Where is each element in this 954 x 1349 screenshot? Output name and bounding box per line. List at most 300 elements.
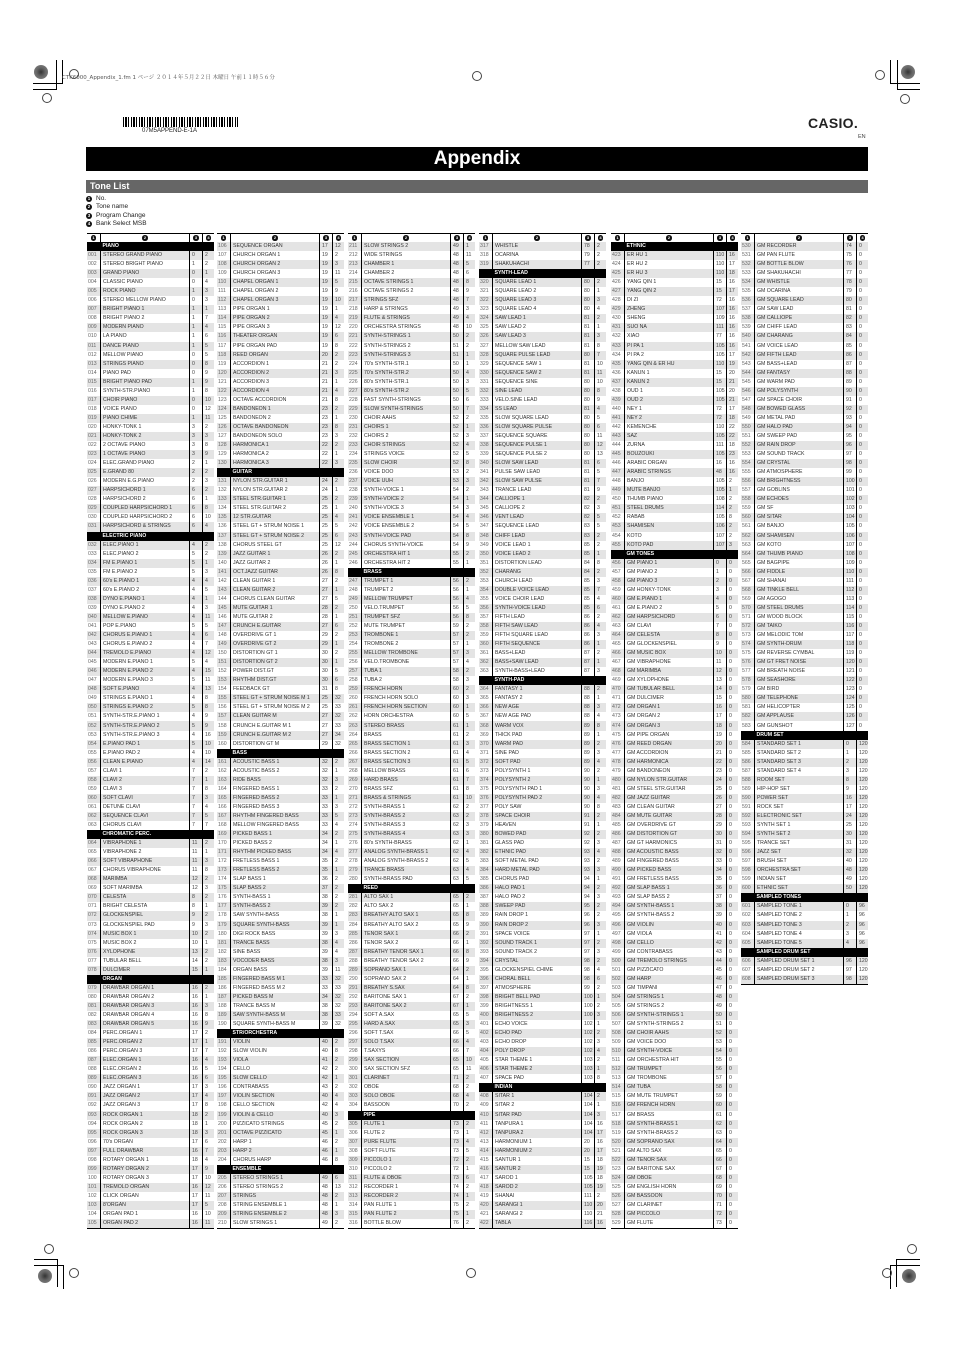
program-change: 116: [582, 1219, 595, 1229]
tone-number: 303: [348, 1092, 362, 1101]
tone-number: 380: [479, 830, 493, 839]
program-change: 28: [320, 613, 333, 622]
table-row: [479, 1002, 606, 1011]
bank-select-msb: 4: [203, 577, 215, 586]
category-label: BASS: [231, 749, 345, 758]
bank-select-msb: 5: [333, 667, 345, 676]
program-change: 16: [190, 1210, 203, 1219]
bank-select-msb: 0: [727, 857, 739, 866]
bank-select-msb: 5: [203, 622, 215, 631]
tone-number: 251: [348, 613, 362, 622]
bank-select-msb: 8: [203, 785, 215, 794]
bank-select-msb: 0: [727, 984, 739, 993]
table-row: [217, 1083, 344, 1092]
bank-select-msb: 1: [464, 586, 476, 595]
program-change: 40: [320, 1092, 333, 1101]
tone-name: DISTORTION GT M: [231, 740, 320, 749]
program-change: 98: [844, 459, 857, 468]
number-badge-icon: 2: [404, 235, 408, 240]
tone-number: 205: [217, 1174, 231, 1183]
program-change: 12: [714, 667, 727, 676]
tone-number: 187: [217, 993, 231, 1002]
tone-name: GM PIANO 2: [625, 568, 714, 577]
table-row: [611, 1111, 738, 1120]
tone-number: 138: [218, 541, 227, 548]
bank-select-msb: 2: [595, 649, 607, 658]
tone-name: GM VIOLIN: [625, 921, 714, 930]
table-row: [479, 667, 606, 676]
crop-mark: [34, 1259, 57, 1260]
program-change: 21: [320, 360, 333, 369]
program-change: 98: [582, 975, 595, 984]
tone-name: JAZZ GUITAR 1: [231, 550, 320, 559]
bank-select-msb: 5: [464, 1147, 476, 1156]
table-row: [348, 1038, 475, 1047]
bank-select-msb: 0: [857, 513, 869, 522]
tone-name: SQUARE LEAD 4: [493, 305, 582, 314]
program-change: 90: [582, 767, 595, 776]
tone-number: 013: [87, 360, 101, 369]
tone-table: [348, 233, 475, 1229]
tone-number: 185: [217, 975, 231, 984]
bank-select-msb: 4: [595, 758, 607, 767]
column-header: [464, 234, 476, 243]
tone-number: 333: [480, 396, 489, 403]
bank-select-msb: 16: [727, 342, 739, 351]
bank-select-msb: 7: [464, 1047, 476, 1056]
table-row: [217, 794, 344, 803]
bank-select-msb: 3: [464, 676, 476, 685]
program-change: 17: [844, 803, 857, 812]
tone-name: FLUTE 2: [362, 1129, 451, 1138]
tone-name: GM SYNTH-BASS 1: [625, 902, 714, 911]
column-header: [203, 234, 215, 243]
registration-mark: [907, 1244, 917, 1254]
tone-name: SOPRANO SAX 1: [362, 966, 451, 975]
bank-select-msb: 3: [595, 785, 607, 794]
tone-number: 230: [349, 414, 358, 421]
table-row: [611, 658, 738, 667]
tone-number: 105: [87, 1219, 101, 1229]
tone-name: PULSE SAW LEAD: [493, 468, 582, 477]
program-change: 53: [451, 477, 464, 486]
bank-select-msb: 0: [727, 640, 739, 649]
program-change: 112: [844, 586, 857, 595]
table-row: [479, 911, 606, 920]
program-change: 90: [582, 776, 595, 785]
tone-name: VIOLIN SECTION: [231, 1092, 320, 1101]
tone-number: 016: [88, 387, 97, 394]
table-row: [479, 830, 606, 839]
program-change: 1: [844, 749, 857, 758]
tone-name: CLICK ORGAN: [101, 1192, 190, 1201]
program-change: 124: [844, 694, 857, 703]
bank-select-msb: 0: [857, 532, 869, 541]
table-row: [87, 260, 214, 269]
table-row: [611, 522, 738, 531]
tone-name: SYNTH-STRINGS 3: [362, 351, 451, 360]
tone-number: 405: [480, 1057, 489, 1064]
table-row: [479, 450, 606, 459]
language-code: EN: [858, 134, 866, 140]
table-row: [611, 296, 738, 305]
bank-select-msb: 4: [333, 1101, 345, 1110]
tone-name: ALTO SAX 2: [362, 902, 451, 911]
tone-name: SYNTH-BRASS PAD: [362, 875, 451, 884]
program-change: 25: [320, 694, 333, 703]
table-row: [217, 459, 344, 468]
tone-name: POLY SAW: [493, 803, 582, 812]
table-row: [348, 342, 475, 351]
program-change: 60: [451, 685, 464, 694]
bank-select-msb: 6: [203, 1138, 215, 1147]
tone-number: 358: [479, 622, 493, 631]
tone-number: 458: [611, 577, 625, 586]
number-badge-icon: 3: [586, 235, 590, 240]
tone-number: 475: [612, 731, 621, 738]
bank-select-msb: 0: [727, 966, 739, 975]
bank-select-msb: 3: [203, 1083, 215, 1092]
bank-select-msb: 22: [727, 423, 739, 432]
category-label: INDIAN: [493, 1083, 607, 1092]
tone-name: SYNTH-BRASS 1: [362, 803, 451, 812]
tone-number: 134: [218, 505, 227, 512]
tone-name: VOICE LEAD 2: [493, 550, 582, 559]
tone-name: PIANO PAD: [101, 369, 190, 378]
tone-number: 037: [88, 586, 97, 593]
program-change: 110: [714, 251, 727, 260]
bank-select-msb: 3: [464, 830, 476, 839]
tone-number: 315: [348, 1210, 362, 1219]
bank-select-msb: 3: [595, 948, 607, 957]
tone-number: 563: [742, 541, 751, 548]
program-change: 31: [320, 685, 333, 694]
tone-number: 476: [611, 740, 625, 749]
tone-number: 277: [348, 848, 362, 857]
tone-name: OUD 2: [625, 396, 714, 405]
program-change: 3: [190, 423, 203, 432]
bank-select-msb: 120: [857, 830, 869, 839]
tone-name: 70's SYNTH-STR.1: [362, 360, 451, 369]
bank-select-msb: 2: [464, 468, 476, 477]
tone-name: PICCOLO 1: [362, 1156, 451, 1165]
program-change: 88: [582, 703, 595, 712]
bank-select-msb: 5: [203, 351, 215, 360]
tone-name: PERC.ORGAN 2: [101, 1038, 190, 1047]
table-row: [611, 966, 738, 975]
tone-number: 092: [88, 1102, 97, 1109]
bank-select-msb: 10: [595, 378, 607, 387]
tone-name: CLEAN GUITAR M: [231, 712, 320, 721]
tone-name: CLAVI 2: [101, 776, 190, 785]
bank-select-msb: 0: [857, 667, 869, 676]
bank-select-msb: 0: [857, 378, 869, 387]
tone-number: 577: [742, 668, 751, 675]
program-change: 5: [190, 559, 203, 568]
tone-name: PIANO CHIME: [101, 414, 190, 423]
program-change: 35: [320, 866, 333, 875]
bank-select-msb: 17: [727, 351, 739, 360]
tone-number: 375: [480, 785, 489, 792]
program-change: 52: [451, 450, 464, 459]
tone-number: 256: [349, 659, 358, 666]
table-row: [741, 966, 868, 975]
tone-number: 404: [479, 1047, 493, 1056]
table-row: [611, 767, 738, 776]
bank-select-msb: 1: [333, 1074, 345, 1083]
tone-name: HORN ORCHESTRA: [362, 712, 451, 721]
tone-name: CHURCH LEAD: [493, 577, 582, 586]
tone-name: GM PICKED BASS: [625, 866, 714, 875]
program-change: 50: [451, 360, 464, 369]
table-row: [217, 685, 344, 694]
tone-number: 574: [741, 640, 755, 649]
table-row: [87, 658, 214, 667]
tone-name: YANG QIN 2: [625, 287, 714, 296]
tone-name: GM XYLOPHONE: [625, 676, 714, 685]
tone-number: 199: [217, 1111, 231, 1120]
bank-select-msb: 1: [464, 1165, 476, 1174]
program-change: 65: [451, 893, 464, 902]
program-change: 6: [190, 504, 203, 513]
table-row: [479, 839, 606, 848]
tone-number: 084: [88, 1030, 97, 1037]
tone-number: 171: [217, 848, 231, 857]
tone-name: THUMB PIANO: [625, 495, 714, 504]
tone-name: GM VOICE LEAD: [755, 342, 844, 351]
tone-name: ORGAN PAD 1: [101, 1210, 190, 1219]
tone-name: DYNO E.PIANO 2: [101, 604, 190, 613]
bank-select-msb: 4: [203, 522, 215, 531]
table-row: [741, 785, 868, 794]
table-row: [611, 993, 738, 1002]
bank-select-msb: 20: [727, 387, 739, 396]
program-change: 66: [451, 957, 464, 966]
tone-name: CRUNCH E.GUITAR: [231, 622, 320, 631]
tone-number: 241: [348, 513, 362, 522]
tone-number: 528: [611, 1210, 625, 1219]
tone-number: 581: [742, 704, 751, 711]
bank-select-msb: 0: [727, 1092, 739, 1101]
table-row: [87, 930, 214, 939]
tone-number: 471: [612, 695, 621, 702]
bank-select-msb: 2: [595, 541, 607, 550]
tone-name: SOFT A.SAX: [362, 1011, 451, 1020]
table-row: [87, 459, 214, 468]
tone-number: 444: [612, 442, 621, 449]
tone-name: CHAPEL ORGAN 3: [231, 296, 320, 305]
program-change: 85: [582, 541, 595, 550]
bank-select-msb: 6: [595, 975, 607, 984]
table-row: [348, 966, 475, 975]
tone-number: 299: [348, 1056, 362, 1065]
table-row: [217, 568, 344, 577]
table-row: [348, 305, 475, 314]
program-change: 114: [714, 504, 727, 513]
bank-select-msb: 5: [595, 513, 607, 522]
bank-select-msb: 9: [203, 1020, 215, 1029]
bank-select-msb: 3: [203, 1002, 215, 1011]
tone-number: 079: [87, 984, 101, 993]
tone-name: TRUMPET 2: [362, 586, 451, 595]
tone-number: 202: [218, 1138, 227, 1145]
tone-name: SOFT METAL PAD: [493, 857, 582, 866]
program-change: 1: [190, 323, 203, 332]
bank-select-msb: 2: [203, 893, 215, 902]
tone-name: FANTASY 2: [493, 694, 582, 703]
tone-number: 513: [612, 1075, 621, 1082]
tone-number: 219: [348, 314, 362, 323]
tone-number: 261: [348, 703, 362, 712]
table-row: [217, 242, 344, 251]
bank-select-msb: 14: [203, 758, 215, 767]
tone-name: POLYSYNTH 1: [493, 767, 582, 776]
program-change: 106: [844, 532, 857, 541]
program-change: 9: [190, 921, 203, 930]
program-change: 61: [714, 1111, 727, 1120]
program-change: 5: [190, 703, 203, 712]
table-row: [348, 749, 475, 758]
tone-number: 096: [88, 1138, 97, 1145]
bank-select-msb: 0: [857, 342, 869, 351]
tone-number: 097: [87, 1147, 101, 1156]
program-change: 80: [582, 296, 595, 305]
tone-number: 600: [741, 884, 755, 893]
table-row: [217, 522, 344, 531]
table-row: [217, 875, 344, 884]
tone-number: 229: [348, 405, 362, 414]
table-row: [741, 314, 868, 323]
table-row: [87, 821, 214, 830]
bank-select-msb: 0: [857, 613, 869, 622]
tone-name: SEQUENCE ORGAN: [231, 242, 320, 251]
tone-name: GM SEASHORE: [755, 676, 844, 685]
crop-mark: [890, 60, 891, 84]
table-row: [87, 1083, 214, 1092]
table-row: [87, 812, 214, 821]
bank-select-msb: 0: [857, 360, 869, 369]
bank-select-msb: 1: [333, 767, 345, 776]
tone-name: SAZ: [625, 432, 714, 441]
tone-number: 044: [87, 649, 101, 658]
bank-select-msb: 3: [595, 749, 607, 758]
bank-select-msb: 7: [203, 821, 215, 830]
bank-select-msb: 9: [203, 1165, 215, 1174]
bank-select-msb: 16: [203, 731, 215, 740]
table-row: [217, 667, 344, 676]
program-change: 39: [320, 948, 333, 957]
bank-select-msb: 3: [333, 1111, 345, 1120]
tone-number: 004: [88, 279, 97, 286]
bank-select-msb: 0: [857, 504, 869, 513]
table-row: [611, 360, 738, 369]
bank-select-msb: 13: [333, 1183, 345, 1192]
table-row: [741, 360, 868, 369]
tone-name: GM CELESTA: [625, 631, 714, 640]
tone-number: 063: [88, 822, 97, 829]
table-row: [741, 242, 868, 251]
table-row: [87, 1192, 214, 1201]
table-row: [479, 1156, 606, 1165]
table-row: [611, 1047, 738, 1056]
tone-number: 322: [479, 296, 493, 305]
bank-select-msb: 4: [464, 1038, 476, 1047]
table-row: [87, 866, 214, 875]
tone-number: 478: [611, 758, 625, 767]
program-change: 73: [451, 1138, 464, 1147]
tone-number: 290: [349, 975, 358, 982]
column-header: [582, 234, 595, 243]
table-row: [217, 414, 344, 423]
table-row: [348, 1120, 475, 1129]
program-change: 25: [714, 785, 727, 794]
bank-select-msb: 4: [203, 1156, 215, 1165]
tone-name: FULL DRAWBAR: [101, 1147, 190, 1156]
category-spacer: [217, 1165, 231, 1174]
bank-select-msb: 0: [727, 902, 739, 911]
program-change: 72: [714, 414, 727, 423]
program-change: 100: [582, 993, 595, 1002]
bank-select-msb: 1: [595, 776, 607, 785]
table-row: [479, 758, 606, 767]
bank-select-msb: 4: [464, 1138, 476, 1147]
tone-name: RABAB: [625, 513, 714, 522]
bank-select-msb: 2: [203, 486, 215, 495]
tone-name: GM SYNTH-BASS 2: [625, 911, 714, 920]
program-change: 93: [582, 857, 595, 866]
number-badge-icon: 1: [746, 235, 749, 240]
tone-number: 389: [480, 912, 489, 919]
tone-number: 474: [611, 721, 625, 730]
program-change: 67: [451, 1002, 464, 1011]
category-spacer: [87, 242, 101, 251]
program-change: 17: [714, 712, 727, 721]
program-change: 110: [582, 1210, 595, 1219]
bank-select-msb: 5: [464, 260, 476, 269]
tone-name: SAROD 1: [493, 1174, 582, 1183]
program-change: 69: [714, 1183, 727, 1192]
bank-select-msb: 11: [464, 1065, 476, 1074]
tone-name: GM BRIGHTNESS: [755, 477, 844, 486]
table-row: [217, 532, 344, 541]
table-row: [611, 839, 738, 848]
program-change: 17: [190, 1083, 203, 1092]
bank-select-msb: 3: [464, 477, 476, 486]
tone-number: 593: [742, 822, 751, 829]
tone-number: 354: [479, 586, 493, 595]
bank-select-msb: 0: [857, 278, 869, 287]
table-row: [741, 694, 868, 703]
tone-number: 331: [480, 378, 489, 385]
tone-name: SHENG: [625, 314, 714, 323]
bank-select-msb: 4: [464, 369, 476, 378]
program-change: 103: [844, 504, 857, 513]
tone-number: 286: [349, 939, 358, 946]
tone-name: SLOW STRINGS 2: [362, 242, 451, 251]
program-change: 46: [320, 1156, 333, 1165]
tone-number: 460: [611, 595, 625, 604]
program-change: 91: [844, 396, 857, 405]
table-row: [479, 432, 606, 441]
bank-select-msb: 0: [727, 767, 739, 776]
table-row: [217, 1183, 344, 1192]
bank-select-msb: 96: [857, 911, 869, 920]
table-row: [611, 649, 738, 658]
tone-number: 190: [218, 1021, 227, 1028]
tone-number: 258: [349, 677, 358, 684]
tone-name: SAMPLED DRUM SET 3: [755, 975, 844, 985]
bank-select-msb: 2: [464, 1219, 476, 1229]
